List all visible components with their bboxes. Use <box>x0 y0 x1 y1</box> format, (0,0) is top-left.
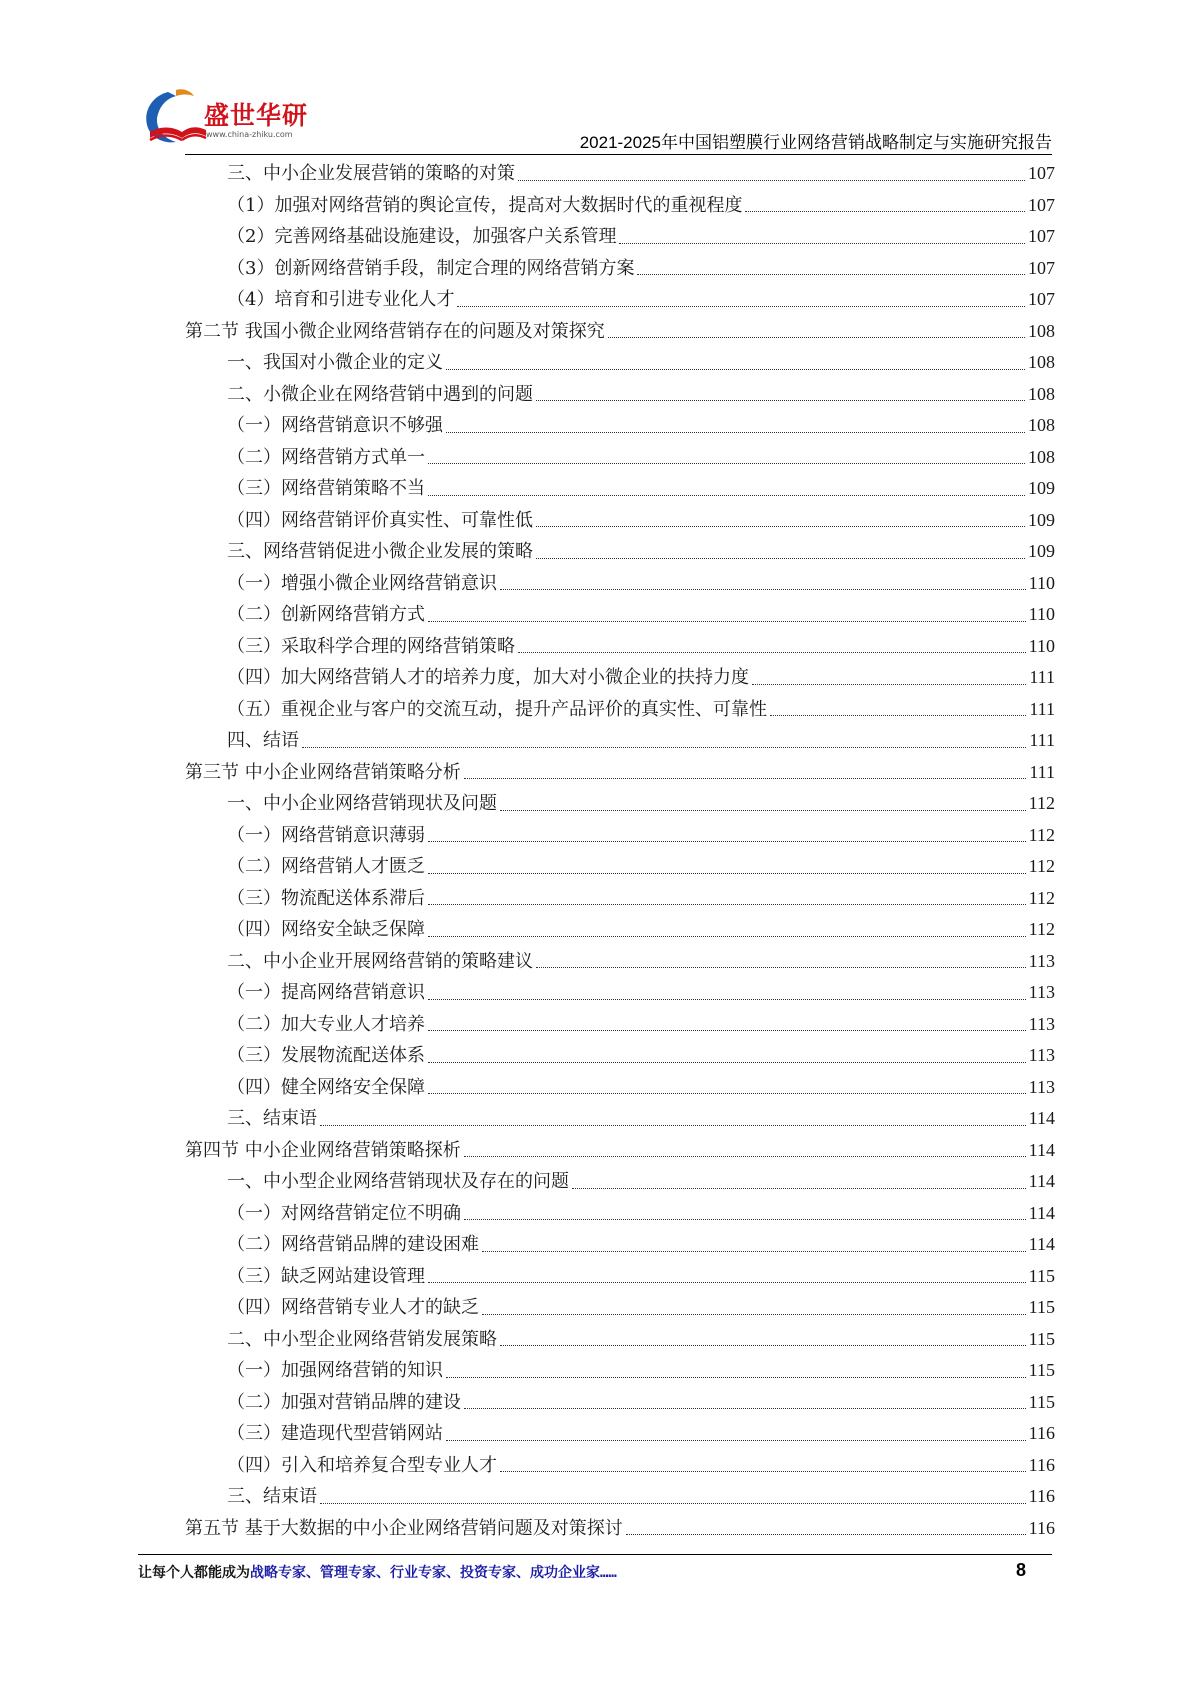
company-logo <box>138 86 308 156</box>
toc-page-number: 116 <box>1028 1454 1055 1475</box>
logo-emblem-icon <box>138 86 208 152</box>
toc-dot-leader <box>428 495 1025 496</box>
toc-entry-title: （一）提高网络营销意识 <box>227 982 425 1003</box>
toc-page-number: 115 <box>1028 1328 1055 1349</box>
toc-page-number: 113 <box>1028 1013 1055 1034</box>
toc-dot-leader <box>500 589 1026 590</box>
toc-page-number: 114 <box>1028 1202 1055 1223</box>
toc-entry-title: （四）网络营销专业人才的缺乏 <box>227 1297 479 1318</box>
toc-page-number: 111 <box>1029 761 1055 782</box>
toc-dot-leader <box>446 432 1025 433</box>
toc-dot-leader <box>770 715 1026 716</box>
toc-entry-title: （4）培育和引进专业化人才 <box>227 289 455 310</box>
toc-entry-title: 二、中小企业开展网络营销的策略建议 <box>227 950 533 972</box>
toc-page-number: 112 <box>1028 887 1055 908</box>
toc-dot-leader <box>536 967 1026 968</box>
toc-page-number: 115 <box>1028 1360 1055 1380</box>
toc-dot-leader <box>320 1125 1026 1126</box>
toc-entry-title: （一）网络营销意识不够强 <box>227 415 443 436</box>
toc-entry-title: 三、网络营销促进小微企业发展的策略 <box>227 541 533 562</box>
toc-page-number: 109 <box>1028 541 1055 561</box>
toc-entry-title: （二）加强对营销品牌的建设 <box>227 1391 461 1413</box>
toc-entry-title: 二、小微企业在网络营销中遇到的问题 <box>227 383 533 405</box>
toc-entry-title: 三、结束语 <box>227 1108 317 1129</box>
tagline-prefix: 让每个人都能成为 <box>138 1565 250 1581</box>
toc-entry[interactable] <box>185 1009 1055 1041</box>
toc-entry[interactable] <box>185 1450 1055 1482</box>
toc-page-number: 116 <box>1028 1423 1055 1443</box>
toc-entry-title: 第四节 中小企业网络营销策略探析 <box>185 1139 461 1161</box>
toc-entry[interactable] <box>185 1513 1055 1545</box>
toc-entry[interactable] <box>185 662 1055 694</box>
logo-url: www.china-zhiku.com <box>206 130 293 139</box>
toc-page-number: 112 <box>1028 793 1055 813</box>
toc-entry[interactable] <box>185 788 1055 820</box>
toc-entry[interactable] <box>185 1229 1055 1261</box>
toc-dot-leader <box>446 1440 1026 1441</box>
toc-entry-title: （一）加强网络营销的知识 <box>227 1360 443 1381</box>
toc-entry[interactable] <box>185 442 1055 474</box>
toc-entry[interactable] <box>185 977 1055 1009</box>
toc-dot-leader <box>518 652 1026 653</box>
tagline-roles: 战略专家、管理专家、行业专家、投资专家、成功企业家…… <box>250 1565 617 1581</box>
toc-entry[interactable] <box>185 851 1055 883</box>
toc-entry[interactable] <box>185 1135 1055 1167</box>
toc-entry-title: 第二节 我国小微企业网络营销存在的问题及对策探究 <box>185 320 605 342</box>
toc-dot-leader <box>536 558 1025 559</box>
toc-page-number: 107 <box>1028 289 1055 309</box>
toc-entry-title: 四、结语 <box>227 730 299 751</box>
toc-entry-title: （一）增强小微企业网络营销意识 <box>227 572 497 594</box>
toc-page-number: 114 <box>1028 1108 1055 1128</box>
toc-dot-leader <box>464 1219 1026 1220</box>
toc-page-number: 112 <box>1028 856 1055 876</box>
toc-entry-title: （2）完善网络基础设施建设，加强客户关系管理 <box>227 226 617 247</box>
toc-entry-title: （3）创新网络营销手段，制定合理的网络营销方案 <box>227 257 635 279</box>
toc-entry-title: 一、中小型企业网络营销现状及存在的问题 <box>227 1171 569 1192</box>
toc-page-number: 110 <box>1028 572 1055 593</box>
toc-dot-leader <box>536 526 1025 527</box>
toc-entry[interactable] <box>185 316 1055 348</box>
toc-page-number: 116 <box>1028 1517 1055 1538</box>
toc-entry[interactable] <box>185 1418 1055 1450</box>
toc-entry[interactable] <box>185 410 1055 442</box>
toc-entry[interactable] <box>185 190 1055 222</box>
toc-page-number: 114 <box>1028 1171 1055 1191</box>
toc-page-number: 115 <box>1028 1391 1055 1412</box>
toc-page-number: 116 <box>1028 1486 1055 1506</box>
toc-entry[interactable] <box>185 253 1055 285</box>
toc-page-number: 114 <box>1028 1234 1055 1254</box>
toc-page-number: 115 <box>1028 1297 1055 1317</box>
toc-entry[interactable] <box>185 1198 1055 1230</box>
toc-dot-leader <box>428 936 1026 937</box>
toc-entry-title: （二）加大专业人才培养 <box>227 1013 425 1035</box>
toc-page-number: 107 <box>1028 226 1055 246</box>
toc-entry[interactable] <box>185 1324 1055 1356</box>
toc-entry[interactable] <box>185 1481 1055 1513</box>
toc-entry[interactable] <box>185 221 1055 253</box>
toc-entry-title: （三）物流配送体系滞后 <box>227 887 425 909</box>
toc-entry[interactable] <box>185 946 1055 978</box>
toc-page-number: 107 <box>1028 257 1055 278</box>
toc-dot-leader <box>302 747 1026 748</box>
toc-entry[interactable] <box>185 284 1055 316</box>
toc-entry[interactable] <box>185 1261 1055 1293</box>
toc-entry[interactable] <box>185 1166 1055 1198</box>
toc-entry-title: （二）网络营销人才匮乏 <box>227 856 425 877</box>
toc-dot-leader <box>752 684 1026 685</box>
toc-dot-leader <box>446 1377 1026 1378</box>
page-number: 8 <box>1015 1560 1026 1580</box>
toc-entry-title: 第五节 基于大数据的中小企业网络营销问题及对策探讨 <box>185 1517 623 1539</box>
toc-page-number: 113 <box>1028 982 1055 1002</box>
toc-entry-title: （二）网络营销品牌的建设困难 <box>227 1234 479 1255</box>
toc-entry-title: 一、中小企业网络营销现状及问题 <box>227 793 497 814</box>
toc-entry-title: （四）加大网络营销人才的培养力度，加大对小微企业的扶持力度 <box>227 667 749 688</box>
toc-entry-title: （一）对网络营销定位不明确 <box>227 1202 461 1224</box>
report-title: 2021-2025年中国铝塑膜行业网络营销战略制定与实施研究报告 <box>579 133 1052 152</box>
toc-page-number: 109 <box>1028 509 1055 530</box>
toc-entry[interactable] <box>185 820 1055 852</box>
toc-page-number: 112 <box>1028 919 1055 939</box>
toc-dot-leader <box>626 1534 1026 1535</box>
toc-entry[interactable] <box>185 1355 1055 1387</box>
toc-entry[interactable] <box>185 536 1055 568</box>
toc-page-number: 107 <box>1028 194 1055 215</box>
toc-entry-title: （四）健全网络安全保障 <box>227 1076 425 1098</box>
footer-tagline <box>138 1562 617 1582</box>
toc-dot-leader <box>518 180 1025 181</box>
toc-entry[interactable] <box>185 725 1055 757</box>
toc-page-number: 111 <box>1029 698 1055 719</box>
toc-page-number: 115 <box>1028 1265 1055 1286</box>
toc-entry[interactable] <box>185 473 1055 505</box>
toc-page-number: 114 <box>1028 1139 1055 1160</box>
toc-dot-leader <box>428 904 1026 905</box>
toc-entry-title: （五）重视企业与客户的交流互动，提升产品评价的真实性、可靠性 <box>227 698 767 720</box>
toc-entry-title: （1）加强对网络营销的舆论宣传，提高对大数据时代的重视程度 <box>227 194 743 216</box>
toc-page-number: 108 <box>1028 320 1055 341</box>
toc-dot-leader <box>446 369 1025 370</box>
toc-entry[interactable] <box>185 1387 1055 1419</box>
toc-entry-title: （四）网络安全缺乏保障 <box>227 919 425 940</box>
toc-entry-title: （三）采取科学合理的网络营销策略 <box>227 635 515 657</box>
toc-entry-title: 三、中小企业发展营销的策略的对策 <box>227 163 515 184</box>
toc-page-number: 108 <box>1028 446 1055 467</box>
toc-entry[interactable] <box>185 1103 1055 1135</box>
toc-entry[interactable] <box>185 914 1055 946</box>
toc-entry-title: 第三节 中小企业网络营销策略分析 <box>185 761 461 783</box>
toc-dot-leader <box>619 243 1025 244</box>
toc-dot-leader <box>500 1471 1026 1472</box>
toc-entry-title: （三）缺乏网站建设管理 <box>227 1265 425 1287</box>
toc-entry[interactable] <box>185 631 1055 663</box>
toc-entry-title: 一、我国对小微企业的定义 <box>227 352 443 373</box>
toc-page-number: 110 <box>1028 604 1055 624</box>
toc-page-number: 113 <box>1028 1076 1055 1097</box>
toc-dot-leader <box>428 873 1026 874</box>
toc-entry[interactable] <box>185 694 1055 726</box>
header-divider <box>185 154 1052 155</box>
toc-entry[interactable] <box>185 505 1055 537</box>
toc-dot-leader <box>320 1503 1026 1504</box>
toc-page-number: 113 <box>1028 950 1055 971</box>
toc-dot-leader <box>536 400 1025 401</box>
toc-entry-title: （三）发展物流配送体系 <box>227 1045 425 1066</box>
toc-dot-leader <box>745 211 1025 212</box>
toc-dot-leader <box>464 1156 1026 1157</box>
toc-dot-leader <box>464 778 1027 779</box>
toc-dot-leader <box>457 306 1025 307</box>
toc-entry[interactable] <box>185 599 1055 631</box>
toc-entry[interactable] <box>185 1292 1055 1324</box>
toc-dot-leader <box>428 999 1026 1000</box>
toc-entry-title: （二）网络营销方式单一 <box>227 446 425 468</box>
toc-page-number: 107 <box>1028 163 1055 183</box>
toc-dot-leader <box>428 1282 1026 1283</box>
toc-dot-leader <box>500 1345 1026 1346</box>
toc-entry[interactable] <box>185 1040 1055 1072</box>
toc-entry-title: 二、中小型企业网络营销发展策略 <box>227 1328 497 1350</box>
toc-entry-title: （三）网络营销策略不当 <box>227 478 425 499</box>
toc-entry-title: （四）网络营销评价真实性、可靠性低 <box>227 509 533 531</box>
toc-entry-title: （二）创新网络营销方式 <box>227 604 425 625</box>
toc-dot-leader <box>428 1062 1026 1063</box>
toc-dot-leader <box>482 1251 1026 1252</box>
toc-entry[interactable] <box>185 158 1055 190</box>
logo-name: 盛世华研 <box>204 101 309 130</box>
toc-dot-leader <box>428 1030 1026 1031</box>
toc-entry[interactable] <box>185 347 1055 379</box>
toc-dot-leader <box>500 810 1026 811</box>
toc-dot-leader <box>428 1093 1026 1094</box>
footer-divider <box>138 1554 1052 1555</box>
table-of-contents <box>185 158 1055 1544</box>
toc-dot-leader <box>428 621 1026 622</box>
toc-page-number: 108 <box>1028 352 1055 372</box>
toc-dot-leader <box>428 463 1025 464</box>
toc-dot-leader <box>608 337 1025 338</box>
toc-page-number: 112 <box>1028 824 1055 845</box>
toc-entry[interactable] <box>185 883 1055 915</box>
toc-entry[interactable] <box>185 568 1055 600</box>
toc-page-number: 113 <box>1028 1045 1055 1065</box>
toc-page-number: 108 <box>1028 383 1055 404</box>
toc-page-number: 111 <box>1029 667 1055 687</box>
toc-entry[interactable] <box>185 1072 1055 1104</box>
toc-dot-leader <box>572 1188 1026 1189</box>
toc-dot-leader <box>428 841 1026 842</box>
toc-page-number: 110 <box>1028 635 1055 656</box>
toc-entry[interactable] <box>185 757 1055 789</box>
toc-entry-title: （四）引入和培养复合型专业人才 <box>227 1454 497 1476</box>
toc-dot-leader <box>482 1314 1026 1315</box>
toc-dot-leader <box>637 274 1025 275</box>
toc-entry[interactable] <box>185 379 1055 411</box>
toc-page-number: 111 <box>1029 730 1055 750</box>
toc-page-number: 108 <box>1028 415 1055 435</box>
toc-dot-leader <box>464 1408 1026 1409</box>
toc-entry-title: （三）建造现代型营销网站 <box>227 1423 443 1444</box>
toc-page-number: 109 <box>1028 478 1055 498</box>
toc-entry-title: 三、结束语 <box>227 1486 317 1507</box>
toc-entry-title: （一）网络营销意识薄弱 <box>227 824 425 846</box>
